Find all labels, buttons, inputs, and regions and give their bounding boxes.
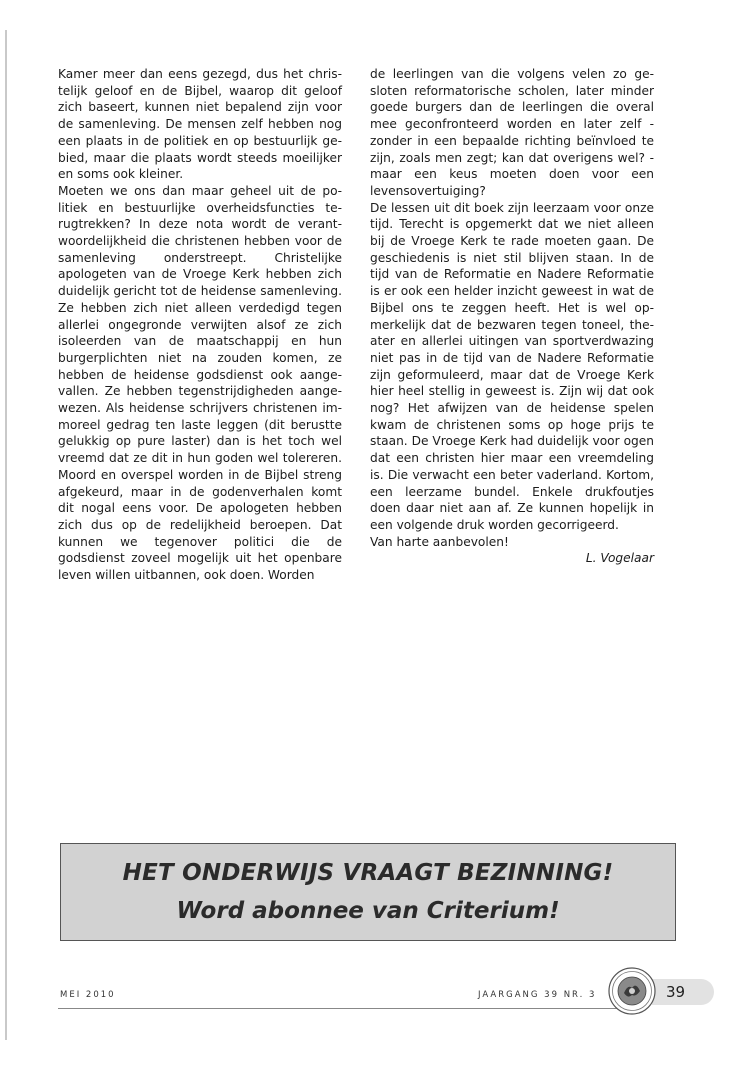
society-seal-icon	[607, 966, 657, 1016]
subscription-banner	[60, 843, 676, 941]
footer-date: MEI 2010	[60, 990, 116, 1000]
author-signature: L. Vogelaar	[585, 551, 654, 566]
article-right-column	[370, 66, 654, 567]
binding-edge	[5, 30, 7, 1040]
banner-headline: HET ONDERWIJS VRAAGT BEZINNING!	[122, 860, 614, 886]
right-paragraph-1: de leerlingen van die volgens velen zo gesloten reformatorische scholen, later minder goede burgers dan de leerlingen die overal mee geconfronteerd worden en later zelf - zonder in een bepaalde richting beïnvloed te zijn, zoals men zegt; kan dat overigens wel? - maar een keus moeten doen voor een levensovertuiging?	[370, 67, 654, 198]
footer-issue: JAARGANG 39 NR. 3	[478, 990, 597, 1000]
article-left-column	[58, 66, 342, 584]
left-paragraph-1: Kamer meer dan eens gezegd, dus het christelijk geloof en de Bijbel, waarop dit geloof zich baseert, kunnen niet bepalend zijn voor de samenleving. De mensen zelf hebben nog een plaats in de politiek en op bestuurlijk gebied, maar die plaats wordt steeds moeilijker en soms ook kleiner.	[58, 67, 342, 182]
right-paragraph-3: Van harte aanbevolen!	[370, 534, 509, 549]
left-paragraph-2: Moeten we ons dan maar geheel uit de politiek en bestuurlijke overheidsfuncties terugtrekken? In deze nota wordt de verantwoordelijkheid die christenen hebben voor de samenleving onderstreept. Christelijke apologeten van de Vroege Kerk hebben zich duidelijk gericht tot de heidense samenleving. Ze hebben zich niet alleen verdedigd tegen allerlei ongegronde verwijten alsof ze zich isoleerden van de maatschappij en hun burgerplichten niet na zouden komen, ze hebben de heidense godsdienst ook aangevallen. Ze hebben tegenstrijdigheden aangewezen. Als heidense schrijvers christenen immoreel gedrag ten laste leggen (dit berustte gelukkig op pure laster) dan is het toch wel vreemd dat ze dit in hun goden wel tolereren. Moord en overspel worden in de Bijbel streng afgekeurd, maar in de godenverhalen komt dit nogal eens voor. De apologeten hebben zich dus op de redelijkheid beroepen. Dat kunnen we tegenover politici die de godsdienst zoveel mogelijk uit het openbare leven willen uitbannen, ook doen. Worden	[58, 183, 342, 583]
right-paragraph-2: De lessen uit dit boek zijn leerzaam voor onze tijd. Terecht is opgemerkt dat we niet alleen bij de Vroege Kerk te rade moeten gaan. De geschiedenis is niet stil blijven staan. In de tijd van de Reformatie en Nadere Reformatie is er ook een helder inzicht geweest in wat de Bijbel ons te zeggen heeft. Het is wel opmerkelijk dat de bezwaren tegen toneel, theater en allerlei uitingen van sportverdwazing niet pas in de tijd van de Nadere Reformatie zijn geformuleerd, maar dat de Vroege Kerk hier heel stellig in geweest is. Zijn wij dat ook nog? Het afwijzen van de heidense spelen kwam de christenen soms op hoge prijs te staan. De Vroege Kerk had duidelijk voor ogen dat een christen hier maar een vreemdeling is. Die verwacht een beter vaderland. Kortom, een leerzame bundel. Enkele drukfoutjes doen daar niet aan af. Ze kunnen hopelijk in een volgende druk worden gecorrigeerd.	[370, 200, 654, 532]
footer-rule	[58, 1008, 618, 1009]
banner-subscribe-line: Word abonnee van Criterium!	[176, 898, 560, 924]
page-number: 39	[666, 983, 686, 1001]
